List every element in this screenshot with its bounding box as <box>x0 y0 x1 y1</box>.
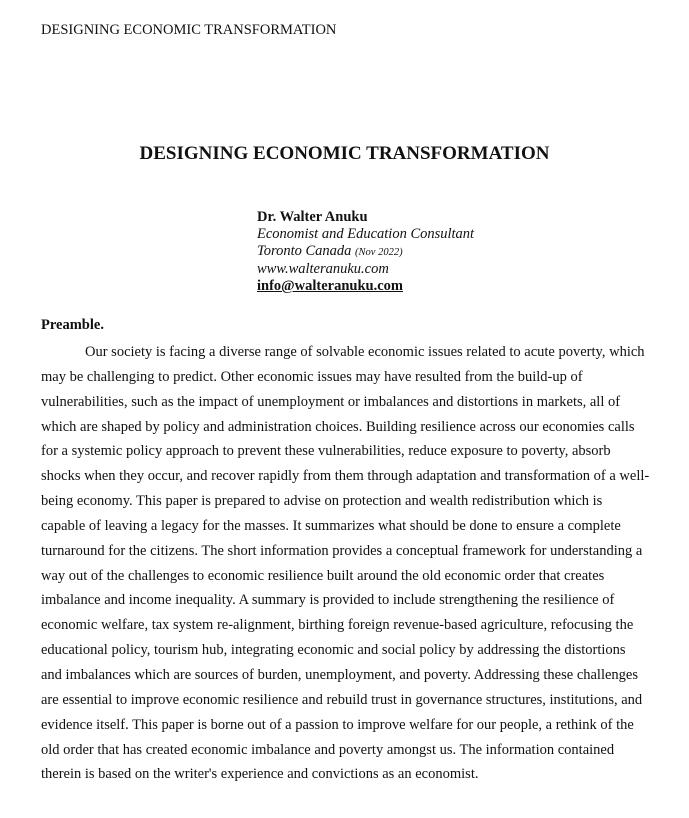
author-role: Economist and Education Consultant <box>257 226 475 242</box>
preamble-heading: Preamble. <box>41 317 104 333</box>
paragraph-line: and imbalances which are sources of burden, unemployment, and poverty. Addressing these challenges <box>41 666 639 683</box>
paragraph-line: vulnerabilities, such as the impact of unemployment or imbalances and distortions in markets, all of <box>41 393 621 410</box>
paragraph-line: economic welfare, tax system re-alignment, birthing foreign revenue-based agriculture, refocusing the <box>41 617 634 634</box>
paragraph-line: being economy. This paper is prepared to advise on protection and wealth redistribution which is <box>41 493 603 510</box>
paragraph-line: which are shaped by policy and administration choices. Building resilience across our economies calls <box>41 418 635 435</box>
paragraph-line: therein is based on the writer's experience and convictions as an economist. <box>41 766 479 783</box>
author-name: Dr. Walter Anuku <box>257 209 368 225</box>
document-title: DESIGNING ECONOMIC TRANSFORMATION <box>139 143 550 164</box>
author-block <box>257 209 474 295</box>
author-location-line <box>257 243 474 261</box>
running-header: DESIGNING ECONOMIC TRANSFORMATION <box>41 22 337 38</box>
paragraph-line: are essential to improve economic resilience and rebuild trust in governance structures, institutions, and <box>41 691 643 708</box>
paragraph-line: turnaround for the citizens. The short information provides a conceptual framework for understanding a <box>41 542 643 559</box>
paragraph-line: educational policy, tourism hub, integrating economic and social policy by addressing the distortions <box>41 642 626 659</box>
paragraph-line: may be challenging to predict. Other economic issues may have resulted from the build-up of <box>41 368 583 385</box>
paragraph-line: way out of the challenges to economic resilience built around the old economic order that creates <box>41 567 605 584</box>
author-email-link[interactable]: info@walteranuku.com <box>257 278 404 294</box>
paragraph-line: for a systemic policy approach to prevent these vulnerabilities, reduce exposure to poverty, absorb <box>41 443 611 460</box>
author-website[interactable]: www.walteranuku.com <box>257 261 389 277</box>
paragraph-line: old order that has created economic imbalance and poverty amongst us. The information contained <box>41 741 615 758</box>
author-date: (Nov 2022) <box>355 247 403 258</box>
paragraph-line: imbalance and income inequality. A summary is provided to include strengthening the resilience of <box>41 592 615 609</box>
preamble-paragraph <box>41 340 651 787</box>
author-location: Toronto Canada <box>257 243 352 259</box>
paragraph-line: evidence itself. This paper is borne out of a passion to improve welfare for our people, a rethink of the <box>41 716 634 733</box>
paragraph-line: Our society is facing a diverse range of solvable economic issues related to acute poverty, which <box>85 344 645 360</box>
paragraph-line: shocks when they occur, and recover rapidly from them through adaptation and transformation of a well- <box>41 468 650 485</box>
paragraph-line: capable of leaving a legacy for the masses. It summarizes what should be done to ensure a complete <box>41 517 621 534</box>
